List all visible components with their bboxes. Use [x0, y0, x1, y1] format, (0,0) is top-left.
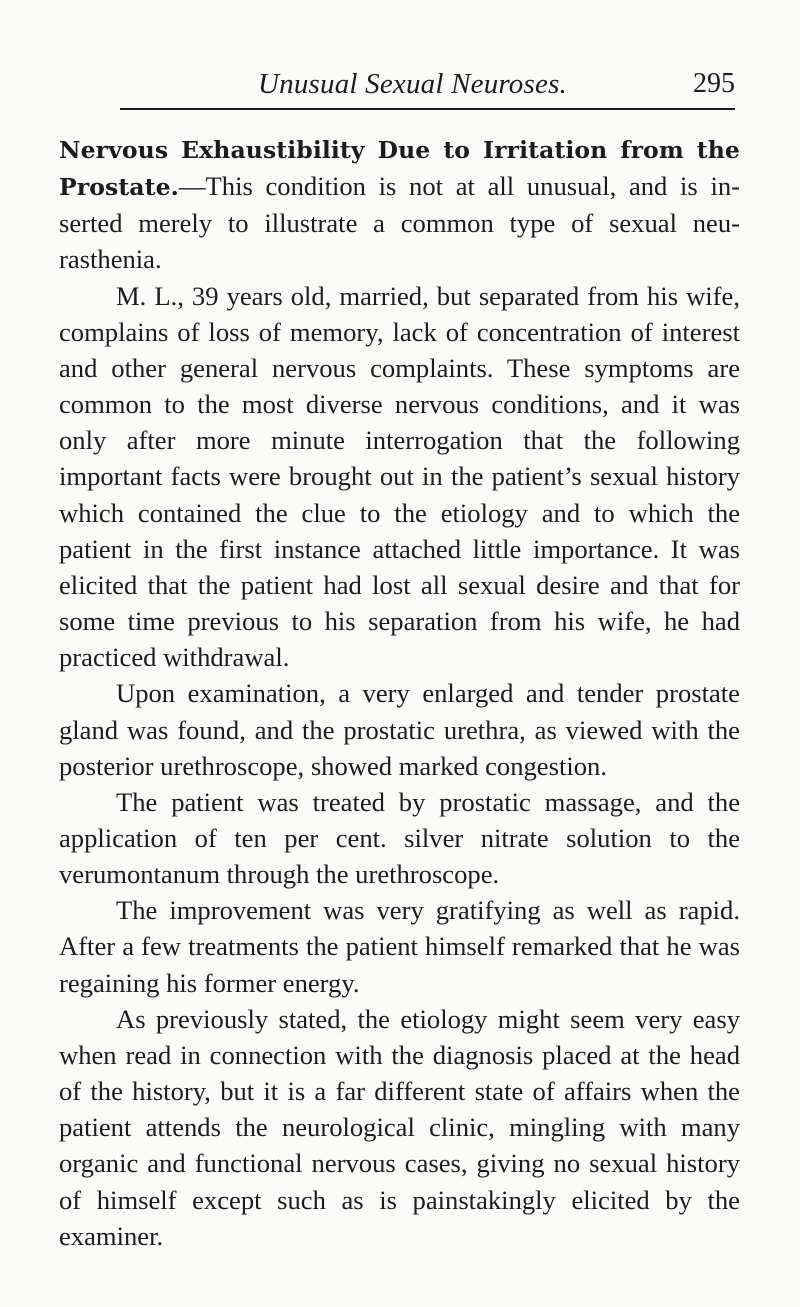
page-body	[59, 131, 740, 1254]
paragraph-2: M. L., 39 years old, married, but separated from his wife, complains of loss of memory, lack of concentration of interest and other general nervous complaints. These symptoms are common to the most diverse nervous conditions, and it was only after more minute interrogation that the following important facts were brought out in the patient’s sexual history which contained the clue to the etiology and to which the patient in the first instance attached little importance. It was elicited that the patient had lost all sexual desire and that for some time previous to his separation from his wife, he had practiced withdrawal.	[59, 280, 740, 673]
section-heading: Nervous Exhaustibility Due to Irritation from the Prostate.	[59, 136, 740, 202]
paragraph-3: Upon examination, a very enlarged and tender prostate gland was found, and the prostatic urethra, as viewed with the posterior urethroscope, showed marked congestion.	[59, 678, 740, 781]
paragraph-6: As previously stated, the etiology might seem very easy when read in connection with the diagnosis placed at the head of the history, but it is a far different state of affairs when the patient attends the neurological clinic, mingling with many organic and functional nervous cases, giving no sexual history of himself except such as is painstakingly elicited by the examiner.	[59, 1003, 740, 1251]
header-rule	[120, 108, 735, 110]
page-number: 295	[693, 68, 735, 99]
running-title: Unusual Sexual Neuroses.	[258, 68, 568, 100]
paragraph-1	[59, 131, 740, 278]
paragraph-4: The patient was treated by prostatic massage, and the application of ten per cent. silver nitrate solution to the verumontanum through the urethroscope.	[59, 786, 740, 890]
paragraph-1-text: —This condition is not at all unusual, and is inserted merely to illustrate a common type of sexual neurasthenia.	[59, 171, 740, 275]
running-head	[120, 68, 735, 108]
paragraph-5: The improvement was very gratifying as well as rapid. After a few treatments the patient himself remarked that he was regaining his former energy.	[59, 895, 740, 998]
